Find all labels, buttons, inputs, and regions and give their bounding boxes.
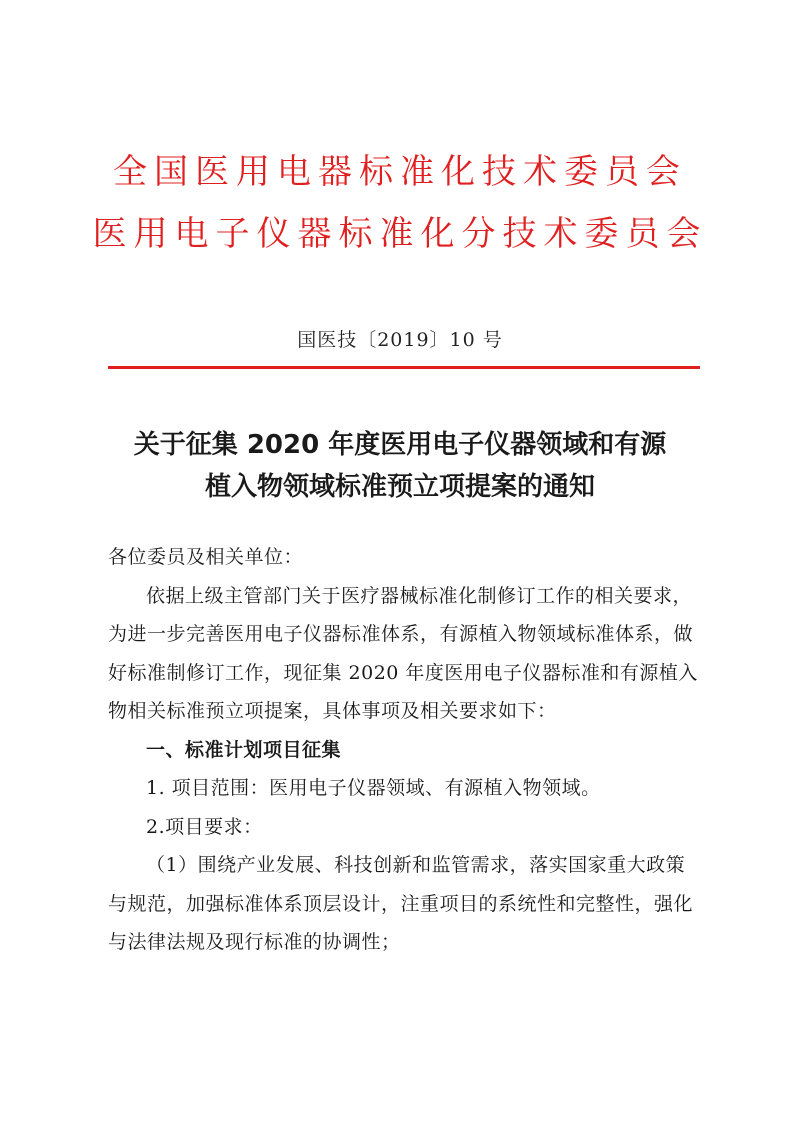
intro-paragraph: 依据上级主管部门关于医疗器械标准化制修订工作的相关要求，为进一步完善医用电子仪器标准体系，有源植入物领域标准体系，做好标准制修订工作，现征集 2020 年度医用电子仪器标准和有源植入物相关标准预立项提案，具体事项及相关要求如下： — [108, 584, 698, 722]
sub-item-requirement-1: （1）围绕产业发展、科技创新和监管需求，落实国家重大政策与规范，加强标准体系顶层设计，注重项目的系统性和完整性，强化与法律法规及现行标准的协调性； — [108, 854, 694, 953]
notice-title-line-1: 关于征集 2020 年度医用电子仪器领域和有源 — [133, 430, 667, 460]
salutation: 各位委员及相关单位： — [108, 546, 304, 568]
list-item-requirements: 2.项目要求： — [146, 815, 263, 838]
notice-title-line-2: 植入物领域标准预立项提案的通知 — [204, 472, 595, 502]
issuing-subcommittee-name: 医用电子仪器标准化分技术委员会 — [92, 214, 708, 254]
list-item-scope: 1. 项目范围：医用电子仪器领域、有源植入物领域。 — [146, 777, 601, 799]
issuing-committee-name: 全国医用电器标准化技术委员会 — [113, 152, 687, 192]
notice-body — [108, 538, 698, 962]
section-heading: 一、标准计划项目征集 — [146, 738, 342, 761]
document-number: 国医技〔2019〕10 号 — [297, 329, 503, 351]
letterhead-divider — [108, 366, 700, 369]
